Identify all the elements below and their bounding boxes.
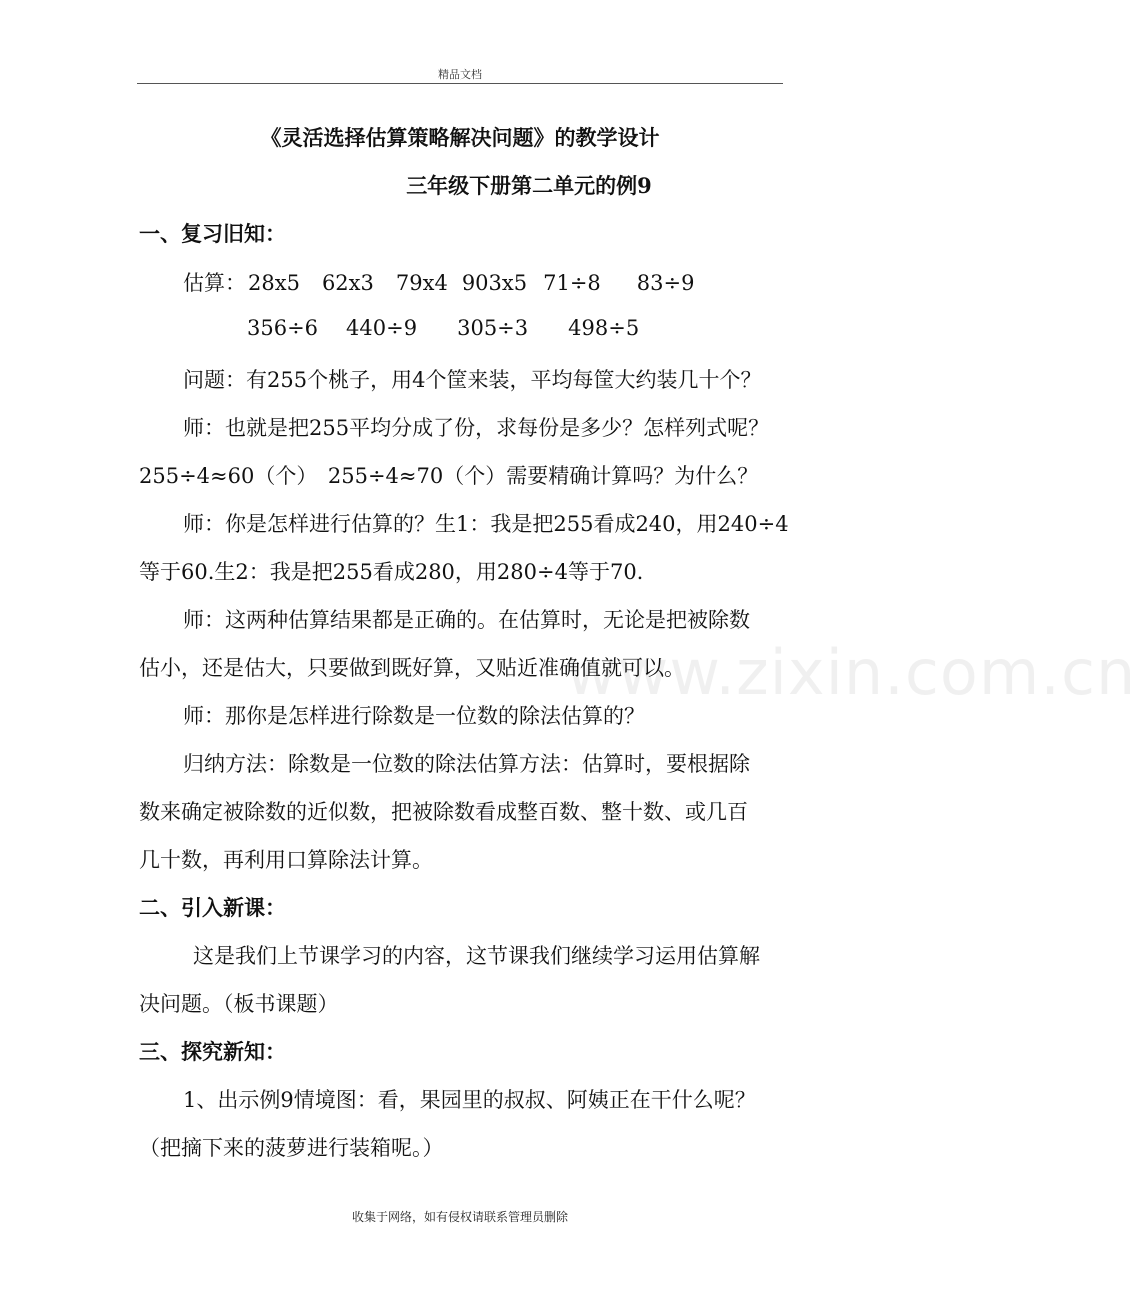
teacher-line: 估小，还是估大，只要做到既好算，又贴近准确值就可以。 — [139, 656, 685, 680]
estimate-row-1 — [183, 267, 694, 297]
estimate-label: 估算： — [183, 271, 246, 295]
section-heading-intro: 二、引入新课： — [139, 895, 286, 920]
teacher-line: 255÷4≈60（个） 255÷4≈70（个）需要精确计算吗？为什么？ — [139, 464, 759, 488]
estimate-item: 28x5 — [248, 271, 300, 295]
estimate-item: 903x5 — [461, 271, 528, 295]
estimate-item: 440÷9 — [346, 316, 418, 340]
teacher-line: 师：那你是怎样进行除数是一位数的除法估算的？ — [183, 704, 645, 728]
teacher-line: 师：这两种估算结果都是正确的。在估算时，无论是把被除数 — [183, 608, 750, 632]
question-paragraph: 问题：有255个桃子，用4个筐来装，平均每筐大约装几十个？ — [183, 368, 762, 392]
estimate-item: 305÷3 — [457, 316, 529, 340]
explore-line: （把摘下来的菠萝进行装箱呢。） — [139, 1136, 444, 1160]
summary-line: 数来确定被除数的近似数，把被除数看成整百数、整十数、或几百 — [139, 800, 748, 824]
estimate-item: 62x3 — [321, 271, 374, 295]
watermark: www.zixin.com.cn — [566, 636, 1136, 709]
estimate-item: 71÷8 — [543, 271, 601, 295]
estimate-item: 498÷5 — [568, 316, 640, 340]
page-header-label: 精品文档 — [438, 68, 482, 81]
summary-line: 归纳方法：除数是一位数的除法估算方法：估算时，要根据除 — [183, 752, 750, 776]
intro-line: 这是我们上节课学习的内容，这节课我们继续学习运用估算解 — [193, 944, 760, 968]
page-footer-note: 收集于网络，如有侵权请联系管理员删除 — [351, 1210, 568, 1224]
estimate-item: 356÷6 — [247, 316, 319, 340]
intro-line: 决问题。（板书课题） — [139, 992, 339, 1016]
teacher-line: 师：也就是把255平均分成了份，求每份是多少？怎样列式呢？ — [183, 416, 770, 440]
teacher-line: 等于60.生2：我是把255看成280，用280÷4等于70. — [139, 560, 644, 584]
explore-line: 1、出示例9情境图：看，果园里的叔叔、阿姨正在干什么呢？ — [183, 1088, 756, 1112]
summary-line: 几十数，再利用口算除法计算。 — [139, 848, 433, 872]
teacher-line: 师：你是怎样进行估算的？生1：我是把255看成240，用240÷4 — [183, 512, 789, 536]
document-subtitle: 三年级下册第二单元的例9 — [406, 173, 652, 198]
section-heading-review: 一、复习旧知： — [139, 221, 286, 246]
estimate-item: 83÷9 — [636, 271, 695, 295]
section-heading-explore: 三、探究新知： — [139, 1039, 286, 1064]
header-divider — [137, 83, 783, 84]
estimate-item: 79x4 — [395, 271, 448, 295]
document-title: 《灵活选择估算策略解决问题》的教学设计 — [260, 125, 660, 150]
estimate-row-2 — [247, 316, 639, 340]
